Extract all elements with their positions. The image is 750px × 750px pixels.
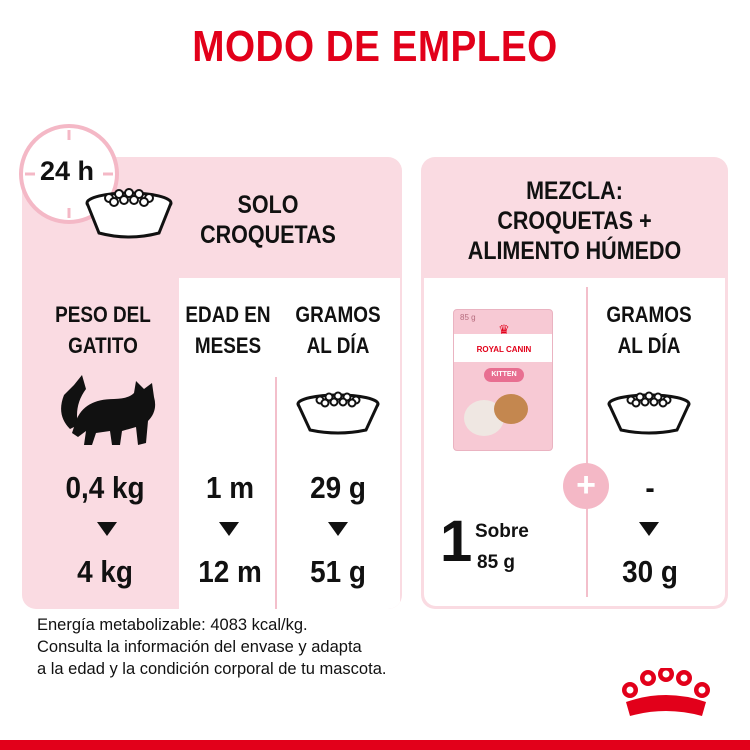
mix-grams-from-value: - xyxy=(645,470,655,505)
plus-icon: + xyxy=(563,463,609,509)
pouch-product: KITTEN xyxy=(484,368,524,382)
header-line: MEZCLA: xyxy=(526,177,623,205)
column-header-line: PESO DEL xyxy=(55,302,151,327)
column-header-line: AL DÍA xyxy=(617,333,681,358)
weight-from-value: 0,4 kg xyxy=(65,470,145,505)
brand-bottom-bar xyxy=(0,740,750,750)
clock-label: 24 h xyxy=(40,156,95,186)
royal-canin-crown-logo xyxy=(616,668,716,737)
gramos-column-header xyxy=(598,299,699,361)
kitten-pouch-image xyxy=(453,309,553,451)
column-divider xyxy=(586,287,588,597)
pouch-weight-label: 85 g xyxy=(477,552,516,573)
header-line: CROQUETAS xyxy=(200,221,336,249)
header-line: CROQUETAS + xyxy=(497,207,652,235)
kibble-bowl-icon xyxy=(79,185,179,246)
grams-from-value: 29 g xyxy=(310,470,366,505)
page-title: MODO DE EMPLEO xyxy=(192,22,558,71)
kibble-bowl-icon xyxy=(603,390,695,441)
footer-line: Consulta la información del envase y adapta xyxy=(37,638,362,656)
crown-icon: ♛ xyxy=(498,322,510,337)
peso-column-header xyxy=(47,299,159,361)
arrow-down-icon xyxy=(97,522,117,536)
kibble-bowl-icon xyxy=(292,390,384,441)
pouch-label: Sobre xyxy=(475,521,529,542)
kitten-photo xyxy=(494,394,528,424)
column-header-line: GRAMOS xyxy=(606,302,692,327)
kitten-icon xyxy=(56,375,160,456)
arrow-down-icon xyxy=(639,522,659,536)
pouch-brand: ROYAL CANIN xyxy=(476,345,532,354)
pouch-count: 1 xyxy=(440,509,473,574)
footer-note xyxy=(37,614,386,680)
grams-to-value: 51 g xyxy=(310,554,366,589)
header-line: ALIMENTO HÚMEDO xyxy=(467,237,682,265)
header-line: SOLO xyxy=(237,191,299,219)
edad-column-header xyxy=(182,299,273,361)
weight-to-value: 4 kg xyxy=(77,554,133,589)
age-to-value: 12 m xyxy=(198,554,262,589)
gramos-column-header xyxy=(288,299,388,361)
age-from-value: 1 m xyxy=(205,470,255,505)
mix-grams-to-value: 30 g xyxy=(622,554,678,589)
footer-line: a la edad y la condición corporal de tu mascota. xyxy=(37,660,387,678)
arrow-down-icon xyxy=(219,522,239,536)
column-header-line: AL DÍA xyxy=(306,333,370,358)
column-header-line: MESES xyxy=(194,333,262,358)
arrow-down-icon xyxy=(328,522,348,536)
column-header-line: GRAMOS xyxy=(295,302,381,327)
mezcla-header xyxy=(444,176,705,266)
solo-croquetas-header xyxy=(191,190,346,250)
column-header-line: EDAD EN xyxy=(185,302,271,327)
footer-line: Energía metabolizable: 4083 kcal/kg. xyxy=(37,616,308,634)
column-header-line: GATITO xyxy=(68,333,138,358)
pouch-weight: 85 g xyxy=(460,313,476,322)
